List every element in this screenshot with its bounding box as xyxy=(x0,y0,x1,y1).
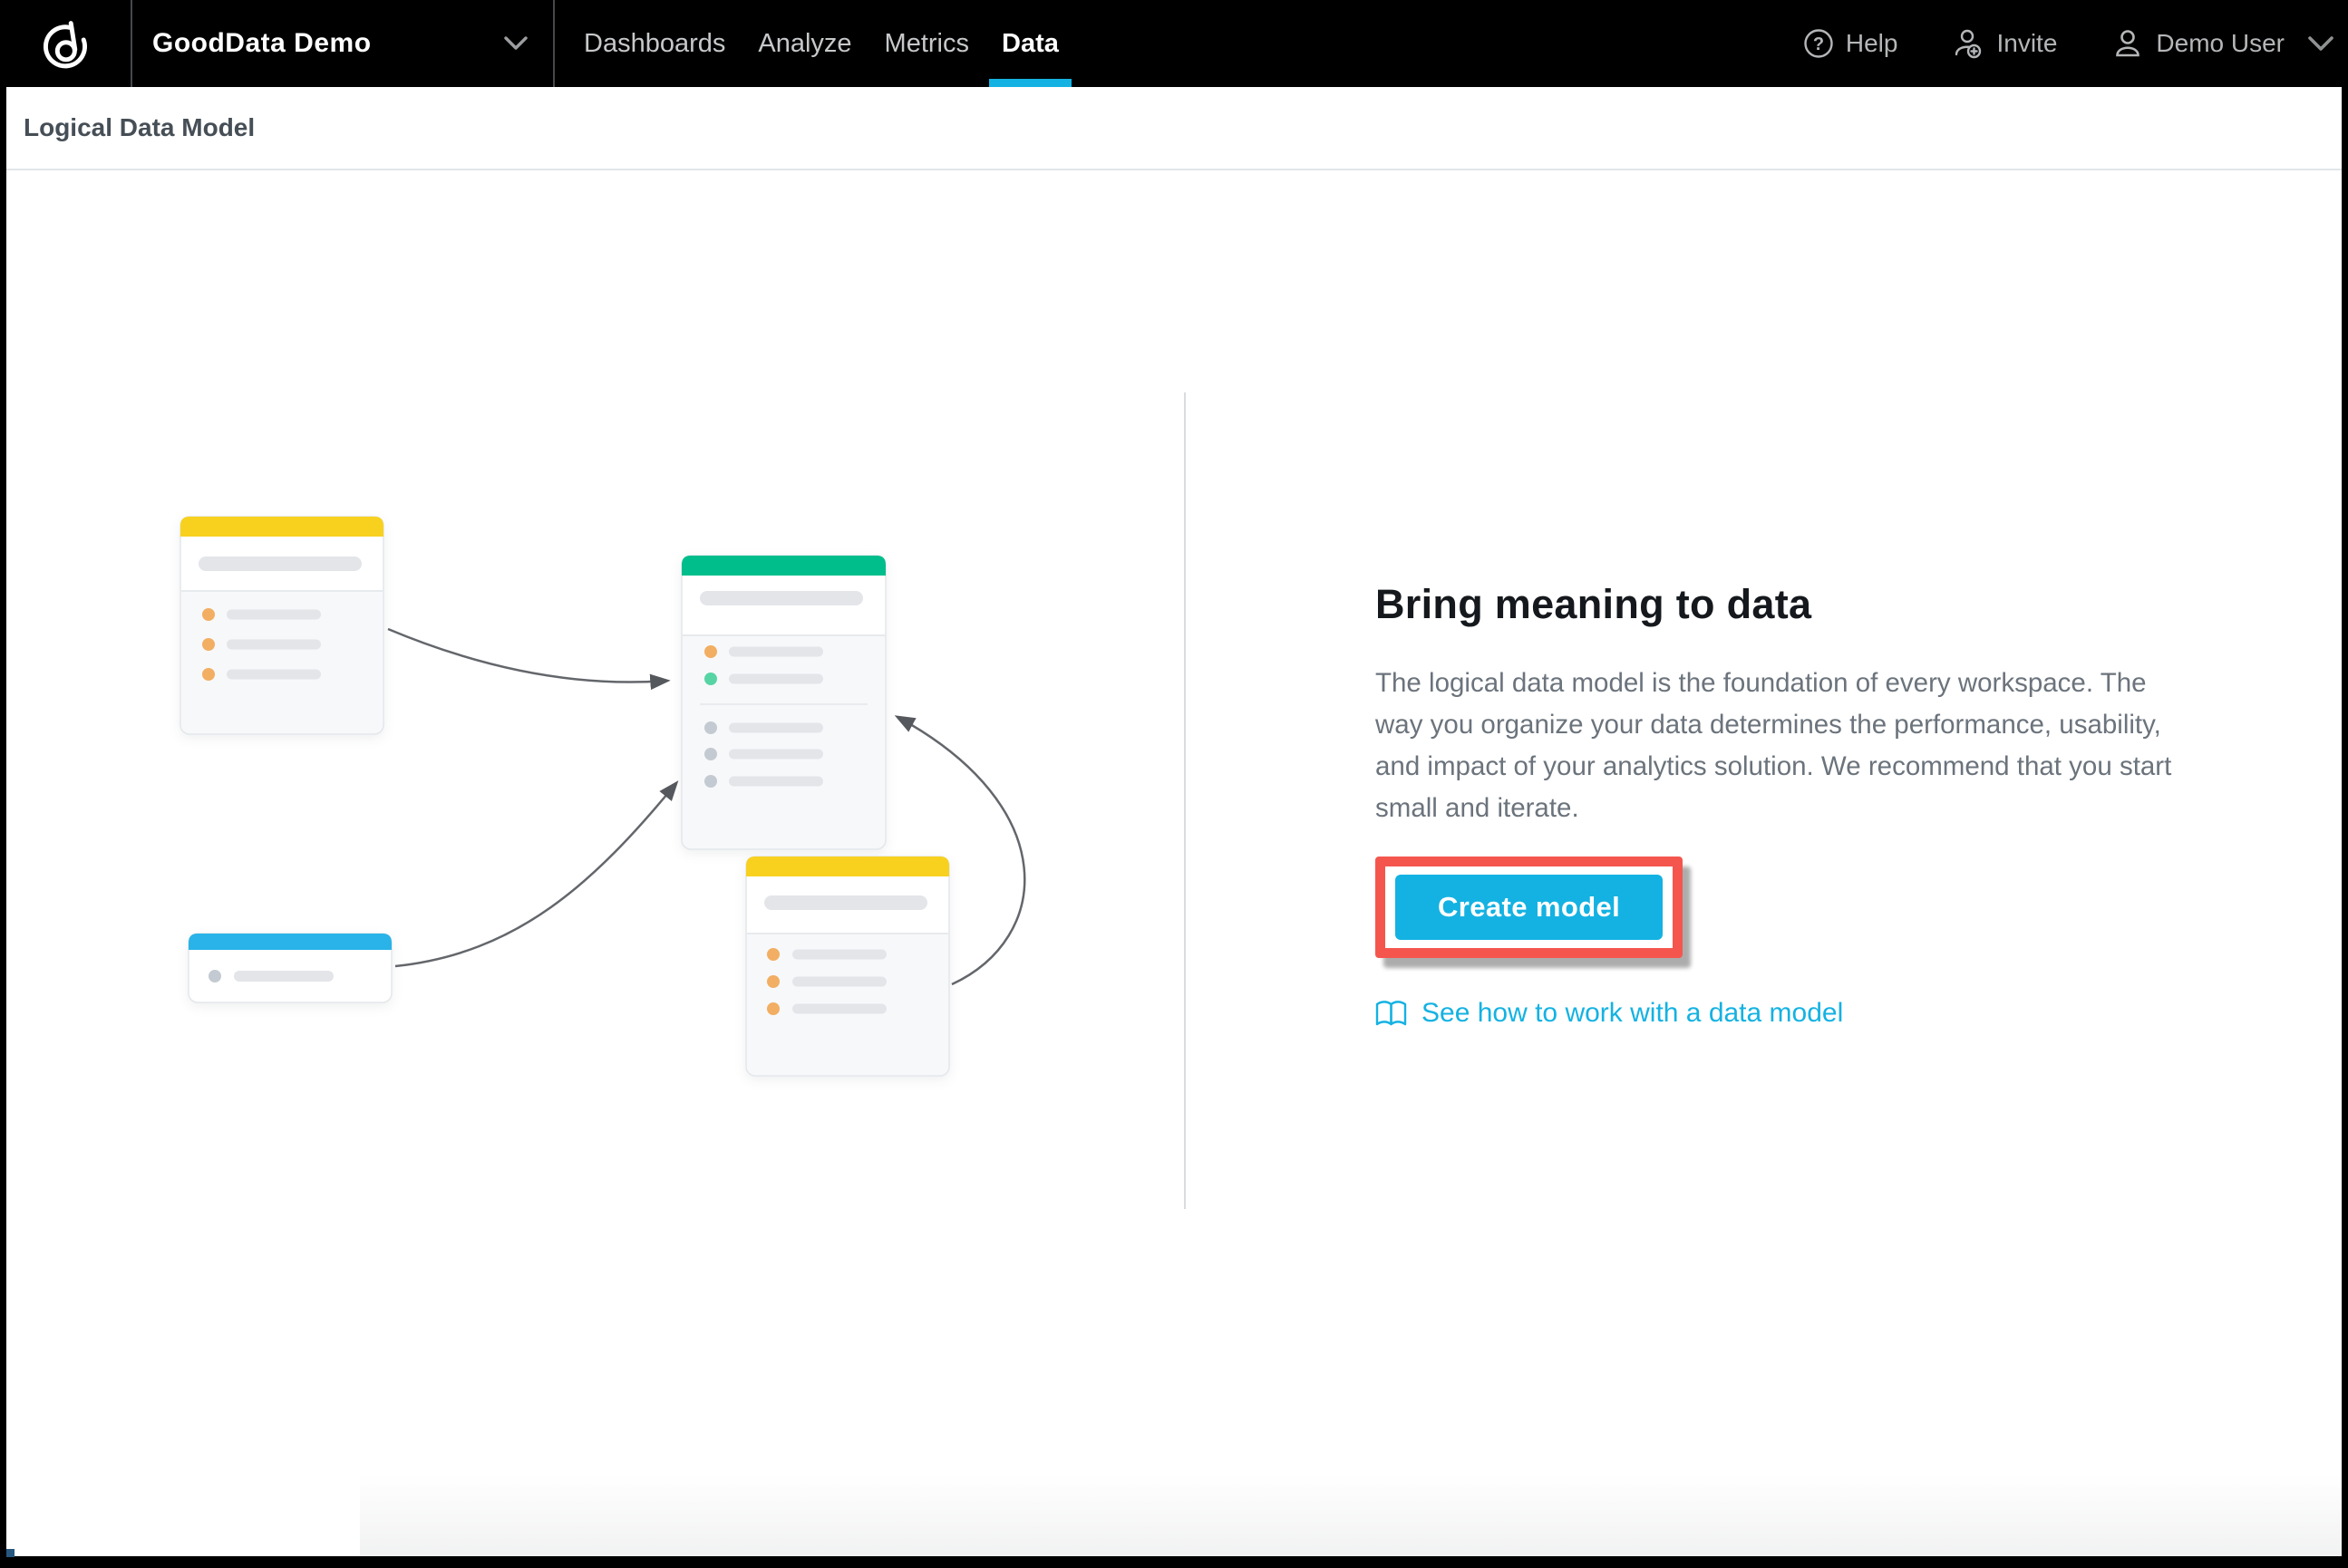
nav-item-data[interactable] xyxy=(985,0,1075,87)
app-window xyxy=(6,87,2342,1556)
invite-label: Invite xyxy=(1996,29,2058,57)
invite-user-icon xyxy=(1952,27,1984,60)
table-card-bottom-middle xyxy=(746,857,949,1076)
nav-item-label: Analyze xyxy=(758,28,852,58)
empty-state-heading: Bring meaning to data xyxy=(1375,581,1812,627)
user-menu[interactable] xyxy=(2111,27,2285,60)
page-title: Logical Data Model xyxy=(24,113,256,141)
doc-link[interactable]: See how to work with a data model xyxy=(1421,998,1844,1028)
table-card-top-left xyxy=(180,517,383,734)
nav-item-analyze[interactable] xyxy=(742,0,868,87)
content-divider xyxy=(1184,392,1186,1209)
table-card-center xyxy=(682,556,886,849)
doc-link-row[interactable] xyxy=(1375,998,2218,1029)
help-button[interactable] xyxy=(1803,28,1898,59)
nav-item-label: Metrics xyxy=(884,28,969,58)
bottom-gradient-shade xyxy=(360,1475,2342,1556)
nav-item-metrics[interactable] xyxy=(868,0,985,87)
top-navigation-bar xyxy=(0,0,2348,87)
gooddata-logo-icon xyxy=(42,17,89,70)
empty-state-description: The logical data model is the foundation of every workspace. The way you organize your data determines the performance, usability, and impact of your analytics solution. We recommend that you start small and iterate. xyxy=(1375,668,2172,823)
user-menu-chevron-down-icon[interactable] xyxy=(2308,36,2333,52)
user-name-label: Demo User xyxy=(2156,29,2285,57)
user-icon xyxy=(2111,27,2144,60)
workspace-name: GoodData Demo xyxy=(152,28,372,58)
relation-arrow-bottomleft-to-center xyxy=(395,783,676,966)
nav-item-label: Data xyxy=(1002,28,1059,58)
nav-item-dashboards[interactable] xyxy=(568,0,742,87)
active-tab-indicator xyxy=(989,79,1072,87)
topbar-actions xyxy=(1803,0,2348,87)
workspace-selector[interactable] xyxy=(132,0,555,87)
relation-arrow-left-to-center xyxy=(388,629,667,682)
nav-item-label: Dashboards xyxy=(584,28,726,58)
data-model-illustration xyxy=(6,87,1180,1306)
svg-text:?: ? xyxy=(1812,34,1824,54)
corner-artifact xyxy=(6,1549,15,1557)
empty-state-panel xyxy=(1375,581,2218,1029)
gooddata-logo[interactable] xyxy=(0,0,132,87)
table-card-bottom-left xyxy=(189,934,392,1002)
invite-button[interactable] xyxy=(1952,27,2057,60)
help-icon xyxy=(1803,28,1834,59)
book-icon xyxy=(1375,1001,1408,1027)
create-model-button[interactable]: Create model xyxy=(1395,875,1663,940)
help-label: Help xyxy=(1845,29,1898,57)
annotation-highlight-box xyxy=(1375,857,1683,958)
main-nav xyxy=(568,0,1075,87)
chevron-down-icon xyxy=(504,36,528,51)
